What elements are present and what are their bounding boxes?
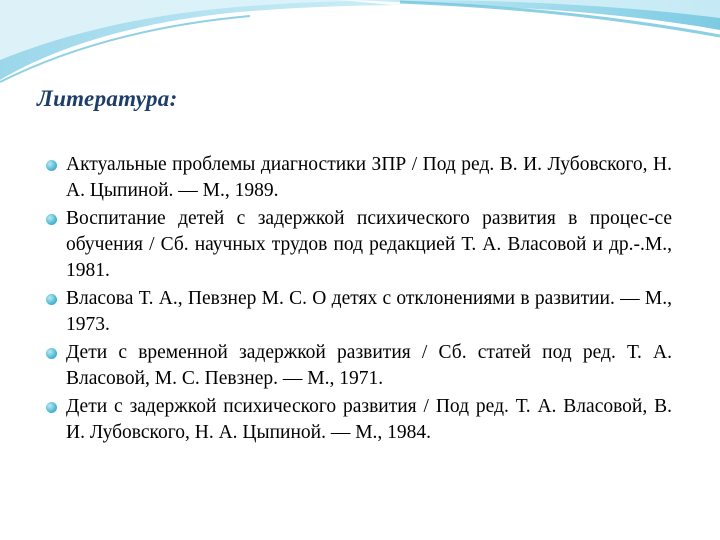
circle-bullet-icon (46, 348, 57, 359)
list-item (46, 286, 672, 338)
list-item (46, 152, 672, 204)
slide-title: Литература: (37, 86, 178, 111)
circle-bullet-icon (46, 294, 57, 305)
reference-text: Дети с временной задержкой развития / Сб. статей под ред. Т. А. Власовой, М. С. Певзнер. — М., 1971. (66, 342, 672, 389)
list-item (46, 394, 672, 446)
reference-text: Актуальные проблемы диагностики ЗПР / Под ред. В. И. Лубовского, Н. А. Цыпиной. — М., 1989. (66, 154, 672, 201)
reference-text: Дети с задержкой психического развития / Под ред. Т. А. Власовой, В. И. Лубовского, Н. А. Цыпиной. — М., 1984. (66, 396, 672, 443)
header-wave-decoration (0, 0, 720, 100)
reference-text: Власова Т. А., Певзнер М. С. О детях с отклонениями в развитии. — М., 1973. (66, 288, 672, 335)
circle-bullet-icon (46, 402, 57, 413)
reference-text: Воспитание детей с задержкой психического развития в процес-се обучения / Сб. научных трудов под редакцией Т. А. Власовой и др.-.М., 1981. (66, 208, 672, 281)
circle-bullet-icon (46, 214, 57, 225)
circle-bullet-icon (46, 160, 57, 171)
list-item (46, 206, 672, 284)
references-list (46, 152, 672, 448)
list-item (46, 340, 672, 392)
